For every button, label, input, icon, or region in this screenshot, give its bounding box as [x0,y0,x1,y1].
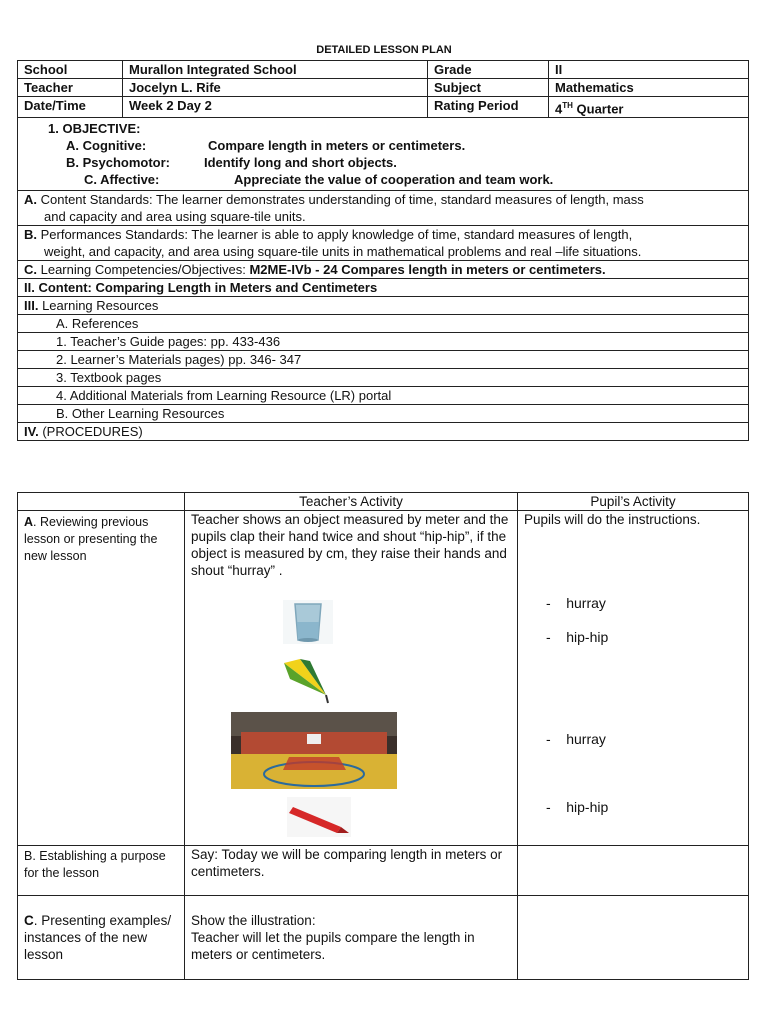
subject-label: Subject [428,79,549,97]
crayon-image [287,797,351,837]
teacher-label: Teacher [18,79,123,97]
stage-b: B. Establishing a purpose for the lesson [18,846,185,896]
teacher-activity-c: Show the illustration: Teacher will let the pupils compare the length in meters or centimeters. [185,896,518,980]
lesson-table [17,117,749,441]
affective-label: C. Affective: [84,172,160,187]
school-label: School [18,61,123,79]
date-value: Week 2 Day 2 [123,97,428,118]
date-label: Date/Time [18,97,123,118]
grade-label: Grade [428,61,549,79]
response-item: - hip-hip [546,629,609,645]
header-table [17,60,749,118]
cognitive-text: Compare length in meters or centimeters. [208,138,466,153]
resource-item: B. Other Learning Resources [18,405,749,423]
psychomotor-label: B. Psychomotor: [66,155,171,170]
procedures-heading: IV. (PROCEDURES) [18,423,749,441]
content-standards: A. Content Standards: The learner demonstrates understanding of time, standard measures of length, mass and capacity and area using square-tile units. [18,191,749,226]
response-item: - hurray [546,595,606,611]
basketball-court-image [231,712,397,789]
umbrella-image [280,655,330,705]
glass-image [283,600,333,644]
rating-label: Rating Period [428,97,549,118]
objective-heading: 1. OBJECTIVE: [48,121,141,136]
pupil-activity-c [518,896,749,980]
resource-item: 1. Teacher’s Guide pages: pp. 433-436 [18,333,749,351]
document-title: DETAILED LESSON PLAN [316,44,452,56]
teacher-activity-a: Teacher shows an object measured by meter and the pupils clap their hand twice and shout “hip-hip”, if the object is measured by cm, they raise their hands and shout “hurray” . [185,511,518,846]
pupil-activity-header: Pupil’s Activity [518,493,749,511]
cognitive-label: A. Cognitive: [66,138,147,153]
teacher-activity-b: Say: Today we will be comparing length in meters or centimeters. [185,846,518,896]
content-row: II. Content: Comparing Length in Meters and Centimeters [18,279,749,297]
teacher-value: Jocelyn L. Rife [123,79,428,97]
resource-item: A. References [18,315,749,333]
affective-text: Appreciate the value of cooperation and team work. [234,172,554,187]
psychomotor-text: Identify long and short objects. [204,155,397,170]
performance-standards: B. Performances Standards: The learner is able to apply knowledge of time, standard measures of length, weight, and capacity, and area using square-tile units in mathematical problems and real –life situations. [18,226,749,261]
subject-value: Mathematics [549,79,749,97]
pupil-activity-a: Pupils will do the instructions. [518,511,749,846]
school-value: Murallon Integrated School [123,61,428,79]
response-item: - hurray [546,731,606,747]
learning-competencies: C. Learning Competencies/Objectives: M2ME-IVb - 24 Compares length in meters or centimeters. [18,261,749,279]
rating-value: 4TH Quarter [549,97,749,118]
teacher-activity-header: Teacher’s Activity [185,493,518,511]
resource-item: 3. Textbook pages [18,369,749,387]
pupil-activity-b [518,846,749,896]
resource-item: 2. Learner’s Materials pages) pp. 346- 347 [18,351,749,369]
learning-resources: III. Learning Resources [18,297,749,315]
objective-section [18,118,749,191]
response-item: - hip-hip [546,799,609,815]
resource-item: 4. Additional Materials from Learning Resource (LR) portal [18,387,749,405]
stage-a: A. Reviewing previous lesson or presenting the new lesson [18,511,185,846]
stage-c: C. Presenting examples/ instances of the new lesson [18,896,185,980]
grade-value: II [549,61,749,79]
